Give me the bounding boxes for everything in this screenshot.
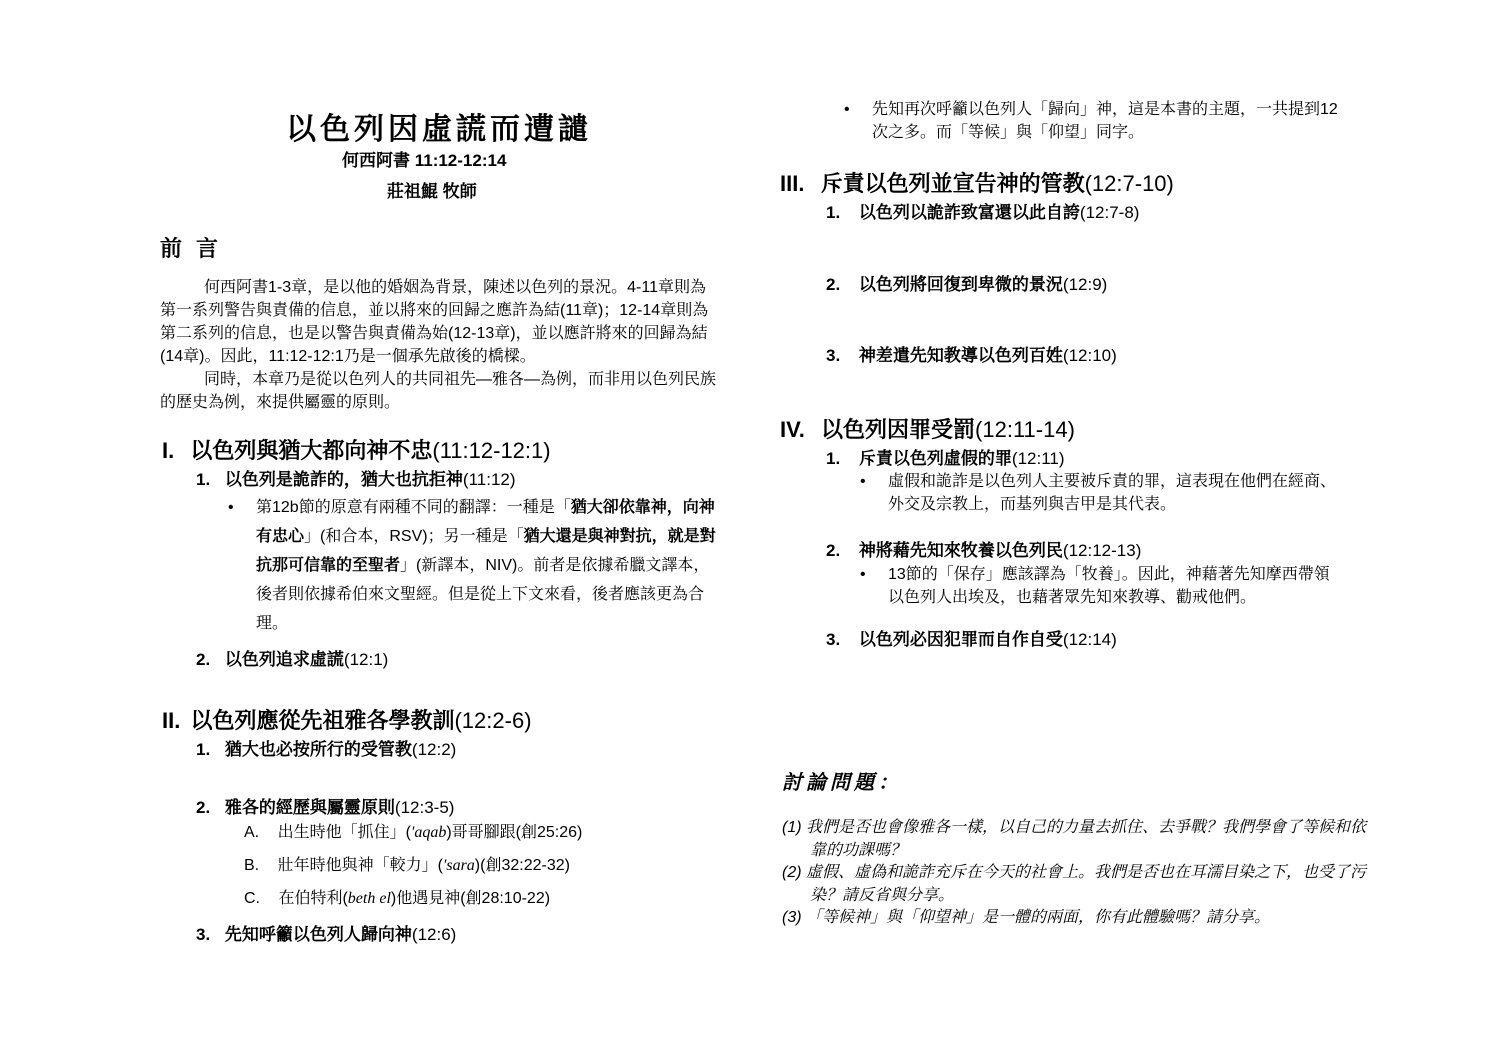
section-4-item-1: 1. 斥責以色列虛假的罪(12:11) (826, 449, 1065, 468)
section-3-item-2: 2. 以色列將回復到卑微的景況(12:9) (826, 275, 1108, 294)
discussion-heading: 討論問題： (782, 772, 902, 794)
section-number: I. (162, 438, 175, 463)
scripture-reference: 何西阿書 11:12-12:14 (342, 151, 507, 170)
section-4-heading: IV. 以色列因罪受罰(12:11-14) (780, 417, 1075, 442)
section-ref: (11:12-12:1) (432, 438, 551, 463)
discussion-question-1: (1) 我們是否也會像雅各一樣，以自己的力量去抓住、去爭戰？我們學會了等候和依靠的功課嗎？ (782, 819, 1367, 859)
section-1-bullet: • 第12b節的原意有兩種不同的翻譯：一種是「猶大卻依靠神，向神有忠心」(和合本，RSV)；另一種是「猶大還是與神對抗，就是對抗那可信靠的至聖者」(新譯本，NIV)。前者是依據希臘文譯本，後者則依據希伯來文聖經。但是從上下文來看，後者應該更為合理。 (256, 493, 724, 638)
section-4-item-3: 3. 以色列必因犯罪而自作自受(12:14) (826, 630, 1117, 649)
discussion-question-2: (2) 虛假、虛偽和詭詐充斥在今天的社會上。我們是否也在耳濡目染之下，也受了污染？請反省與分享。 (782, 864, 1367, 904)
section-1-item-2: 2. 以色列追求虛謊(12:1) (196, 650, 389, 669)
section-4-bullet-1: • 虛假和詭詐是以色列人主要被斥責的罪，這表現在他們在經商、外交及宗教上，而基列與吉甲是其代表。 (888, 470, 1340, 516)
page-title: 以色列因虛謊而遭譴 (286, 113, 592, 146)
section-4-item-2: 2. 神將藉先知來牧養以色列民(12:12-13) (826, 541, 1142, 560)
preface-paragraph-2: 同時，本章乃是從以色列人的共同祖先—雅各—為例，而非用以色列民族的歷史為例，來提供屬靈的原則。 (160, 371, 717, 411)
section-1-item-1: 1. 以色列是詭詐的，猶大也抗拒神(11:12) (196, 470, 516, 489)
section-2-heading: II. 以色列應從先祖雅各學教訓(12:2-6) (162, 708, 532, 733)
preface-heading: 前言 (160, 236, 233, 261)
section-3-heading: III. 斥責以色列並宣告神的管教(12:7-10) (780, 171, 1174, 196)
right-top-bullet: • 先知再次呼籲以色列人「歸向」神，這是本書的主題，一共提到12次之多。而「等候」與「仰望」同字。 (872, 98, 1342, 144)
section-2-sub-b: B. 壯年時他與神「較力」('sara)(創32:22-32) (244, 857, 570, 874)
section-1-heading (162, 434, 551, 465)
section-2-item-3: 3. 先知呼籲以色列人歸向神(12:6) (196, 925, 457, 944)
section-2-sub-a: A. 出生時他「抓住」('aqab)哥哥腳跟(創25:26) (244, 824, 583, 841)
section-2-item-1: 1. 猶大也必按所行的受管教(12:2) (196, 740, 457, 759)
preface-paragraph-1: 何西阿書1-3章，是以他的婚姻為背景，陳述以色列的景況。4-11章則為第一系列警告與責備的信息，並以將來的回歸之應許為結(11章)；12-14章則為第二系列的信息，也是以警告與責備為始(12-13章)，並以應許將來的回歸為結(14章)。因此，11:12-12:1乃是一個承先啟後的橋樑。 (160, 279, 709, 365)
discussion-question-3: (3) 「等候神」與「仰望神」是一體的兩面，你有此體驗嗎？請分享。 (782, 909, 1271, 926)
section-3-item-1: 1. 以色列以詭詐致富還以此自誇(12:7-8) (826, 203, 1140, 222)
section-title: 以色列與猶大都向神不忠 (190, 438, 433, 463)
section-2-item-2: 2. 雅各的經歷與屬靈原則(12:3-5) (196, 798, 455, 817)
section-2-sub-c: C. 在伯特利(beth el)他遇見神(創28:10-22) (244, 890, 551, 907)
section-4-bullet-2: • 13節的「保存」應該譯為「牧養」。因此，神藉著先知摩西帶領以色列人出埃及，也藉著眾先知來教導、勸戒他們。 (888, 563, 1340, 609)
author: 莊祖鯤 牧師 (387, 182, 477, 201)
section-3-item-3: 3. 神差遣先知教導以色列百姓(12:10) (826, 346, 1117, 365)
